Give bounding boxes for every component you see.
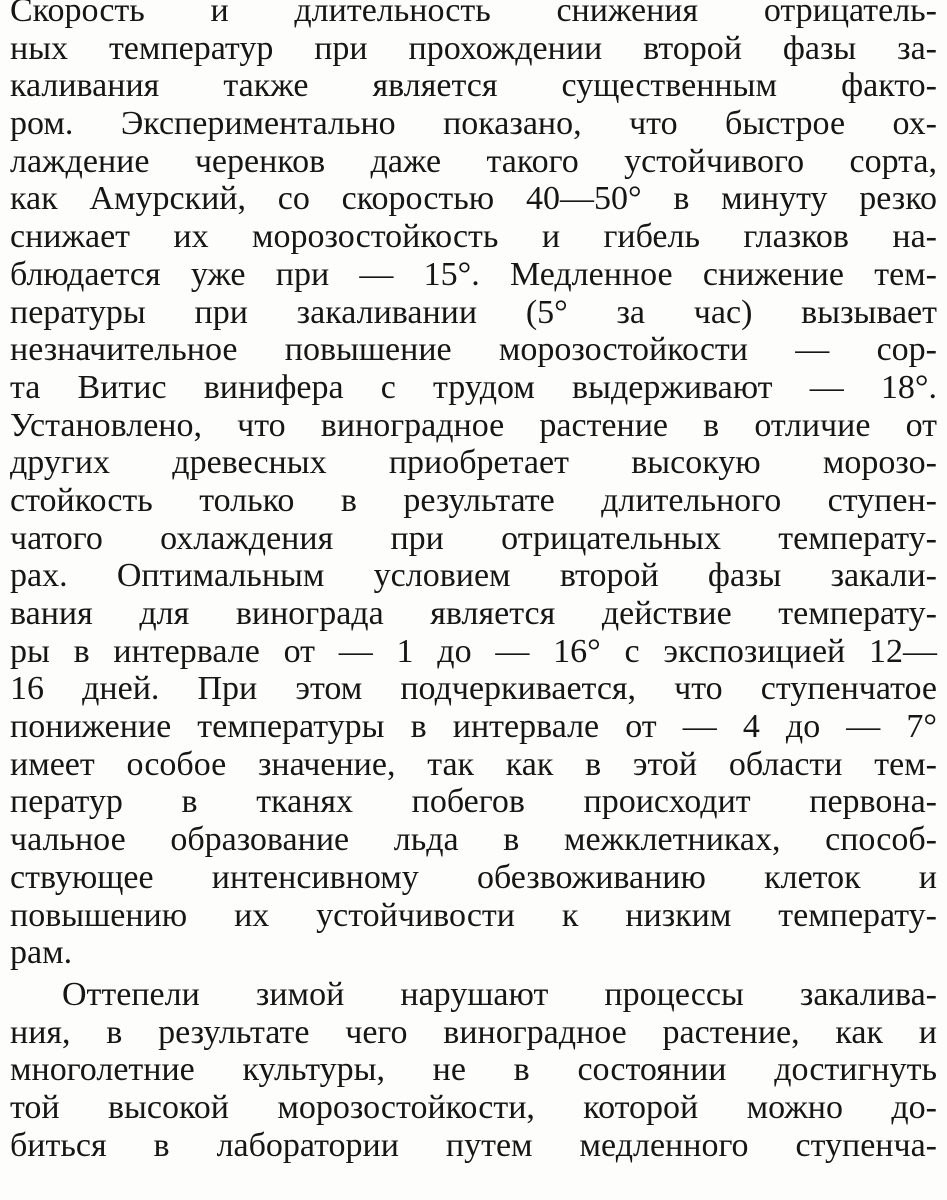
- text-line: ных температур при прохождении второй фазы за-: [10, 29, 937, 67]
- text-line: Установлено, что виноградное растение в отличие от: [10, 406, 937, 444]
- text-line: незначительное повышение морозостойкости — сор-: [10, 331, 937, 369]
- body-text: [10, 0, 937, 1164]
- text-line: той высокой морозостойкости, которой можно до-: [10, 1088, 937, 1126]
- text-line: биться в лаборатории путем медленного ступенча-: [10, 1126, 937, 1164]
- paragraph-2: [10, 976, 937, 1164]
- text-line: лаждение черенков даже такого устойчивого сорта,: [10, 142, 937, 180]
- paragraph-1: [10, 0, 937, 972]
- text-line: рам.: [10, 934, 73, 972]
- text-line: как Амурский, со скоростью 40—50° в минуту резко: [10, 180, 937, 218]
- text-line: повышению их устойчивости к низким температу-: [10, 896, 937, 934]
- text-line: чальное образование льда в межклетниках, способ-: [10, 821, 937, 859]
- text-line: ром. Экспериментально показано, что быстрое ох-: [10, 105, 937, 143]
- text-line: других древесных приобретает высокую морозо-: [10, 444, 937, 482]
- text-line: 16 дней. При этом подчеркивается, что ступенчатое: [10, 670, 937, 708]
- text-line: та Витис винифера с трудом выдерживают — 18°.: [10, 368, 937, 406]
- text-line: ния, в результате чего виноградное растение, как и: [10, 1013, 937, 1051]
- text-line: пературы при закаливании (5° за час) вызывает: [10, 293, 937, 331]
- text-line: многолетние культуры, не в состоянии достигнуть: [10, 1051, 937, 1089]
- text-line: Оттепели зимой нарушают процессы закалива-: [62, 975, 937, 1013]
- text-line: ператур в тканях побегов происходит первона-: [10, 783, 937, 821]
- text-line: имеет особое значение, так как в этой области тем-: [10, 745, 937, 783]
- text-line: вания для винограда является действие температу-: [10, 595, 937, 632]
- text-line: снижает их морозостойкость и гибель глазков на-: [10, 218, 937, 256]
- text-line: каливания также является существенным факто-: [10, 67, 937, 105]
- text-line: стойкость только в результате длительного ступен-: [10, 481, 937, 519]
- text-line: Скорость и длительность снижения отрицатель-: [10, 0, 937, 29]
- text-line: блюдается уже при — 15°. Медленное снижение тем-: [10, 255, 937, 293]
- text-line: рах. Оптимальным условием второй фазы закали-: [10, 557, 937, 595]
- text-line: ствующее интенсивному обезвоживанию клеток и: [10, 858, 937, 896]
- text-line: чатого охлаждения при отрицательных температу-: [10, 519, 937, 557]
- text-line: ры в интервале от — 1 до — 16° с экспозицией 12—: [10, 632, 937, 670]
- text-line: понижение температуры в интервале от — 4 до — 7°: [10, 708, 937, 746]
